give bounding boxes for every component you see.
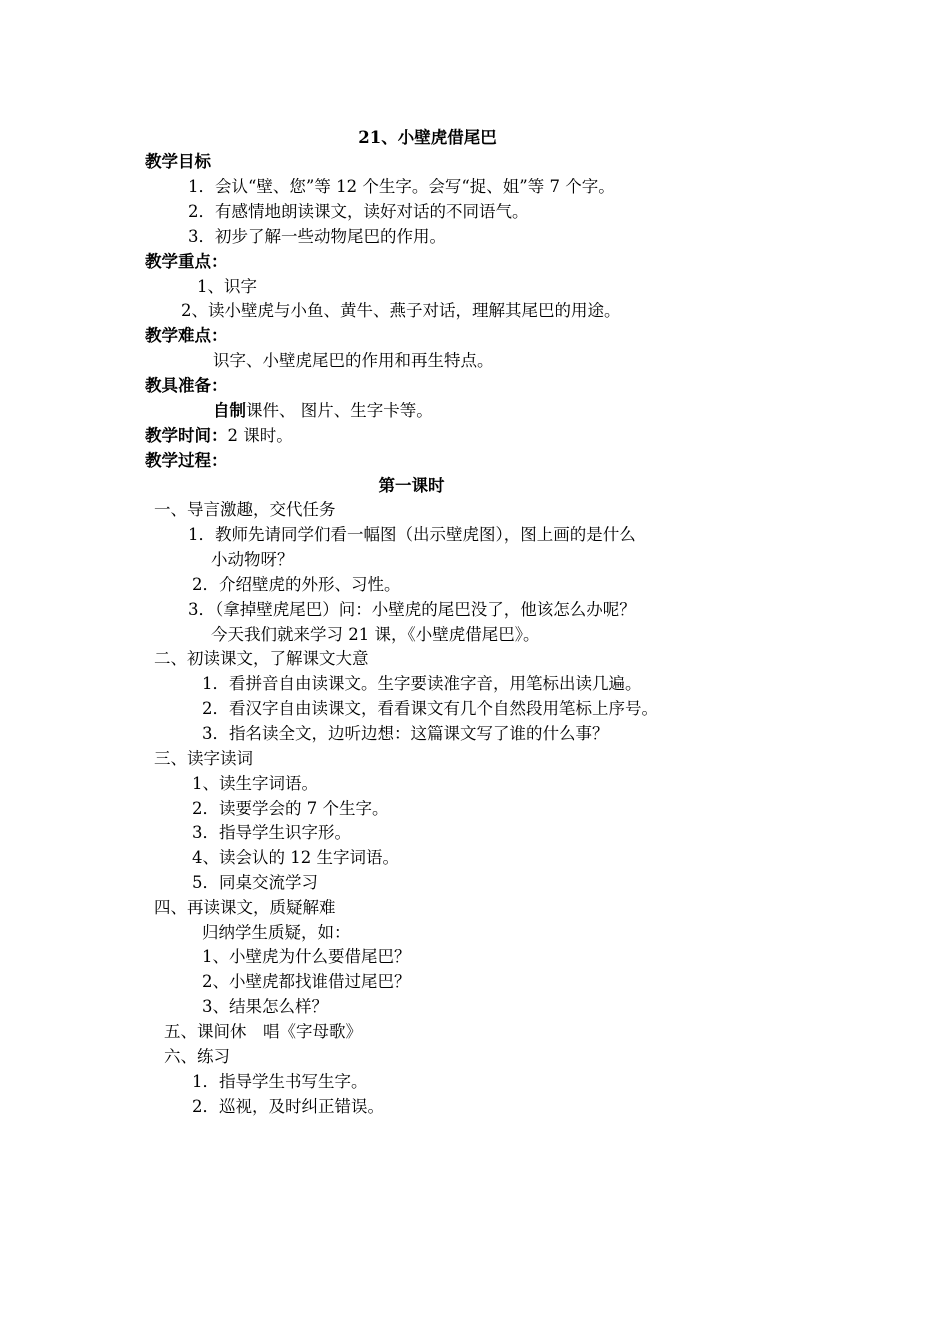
list-item: 2．巡视，及时纠正错误。 <box>192 1097 384 1116</box>
goals-heading: 教学目标 <box>145 152 211 171</box>
section-heading: 五、课间休 唱《字母歌》 <box>164 1022 362 1041</box>
time-line <box>145 425 293 447</box>
list-item: 3．指名读全文，边听边想：这篇课文写了谁的什么事？ <box>202 724 609 743</box>
goal-item: 2．有感情地朗读课文，读好对话的不同语气。 <box>188 202 529 221</box>
list-item: 1．指导学生书写生字。 <box>192 1072 368 1091</box>
document-title: 21、小壁虎借尾巴 <box>358 128 497 147</box>
section-heading: 四、再读课文，质疑解难 <box>154 898 336 917</box>
list-item: 2、小壁虎都找谁借过尾巴？ <box>202 972 411 991</box>
list-item: 3、结果怎么样？ <box>202 997 328 1016</box>
section-heading: 二、初读课文，了解课文大意 <box>154 649 369 668</box>
prep-heading: 教具准备： <box>145 376 228 395</box>
list-item: 归纳学生质疑，如： <box>202 923 351 942</box>
list-item: 2．读要学会的 7 个生字。 <box>192 799 389 818</box>
key-points-heading: 教学重点： <box>145 252 228 271</box>
key-point-item: 2、读小壁虎与小鱼、黄牛、燕子对话，理解其尾巴的用途。 <box>181 301 621 320</box>
list-item: 4、读会认的 12 生字词语。 <box>192 848 399 867</box>
list-item: 2．看汉字自由读课文，看看课文有几个自然段用笔标上序号。 <box>202 699 658 718</box>
prep-text <box>213 400 433 422</box>
lesson-title: 第一课时 <box>378 476 445 495</box>
list-item: 1、读生字词语。 <box>192 774 318 793</box>
key-point-item: 1、识字 <box>197 277 257 296</box>
list-item: 1．看拼音自由读课文。生字要读准字音，用笔标出读几遍。 <box>202 674 642 693</box>
list-item: 2．介绍壁虎的外形、习性。 <box>192 575 401 594</box>
section-heading: 三、读字读词 <box>154 749 253 768</box>
goal-item: 3．初步了解一些动物尾巴的作用。 <box>188 227 446 246</box>
difficulty-heading: 教学难点： <box>145 326 228 345</box>
process-heading: 教学过程： <box>145 451 228 470</box>
section-heading: 六、练习 <box>164 1047 230 1066</box>
prep-rest-text: 课件、 图片、生字卡等。 <box>246 401 433 420</box>
goal-item: 1．会认“壁、您”等 12 个生字。会写“捉、姐”等 7 个字。 <box>188 177 615 196</box>
list-item: 小动物呀？ <box>211 550 294 569</box>
list-item: 3．指导学生识字形。 <box>192 823 351 842</box>
list-item: 3．（拿掉壁虎尾巴）问：小壁虎的尾巴没了，他该怎么办呢？ <box>188 600 636 619</box>
list-item: 1．教师先请同学们看一幅图（出示壁虎图），图上画的是什么 <box>188 525 636 544</box>
difficulty-text: 识字、小壁虎尾巴的作用和再生特点。 <box>213 351 494 370</box>
time-value: 2 课时。 <box>227 426 293 445</box>
prep-bold-text: 自制 <box>213 401 246 420</box>
time-heading: 教学时间： <box>145 426 228 445</box>
list-item: 1、小壁虎为什么要借尾巴？ <box>202 947 411 966</box>
list-item: 今天我们就来学习 21 课，《小壁虎借尾巴》。 <box>211 625 540 644</box>
list-item: 5．同桌交流学习 <box>192 873 318 892</box>
section-heading: 一、导言激趣，交代任务 <box>154 500 336 519</box>
